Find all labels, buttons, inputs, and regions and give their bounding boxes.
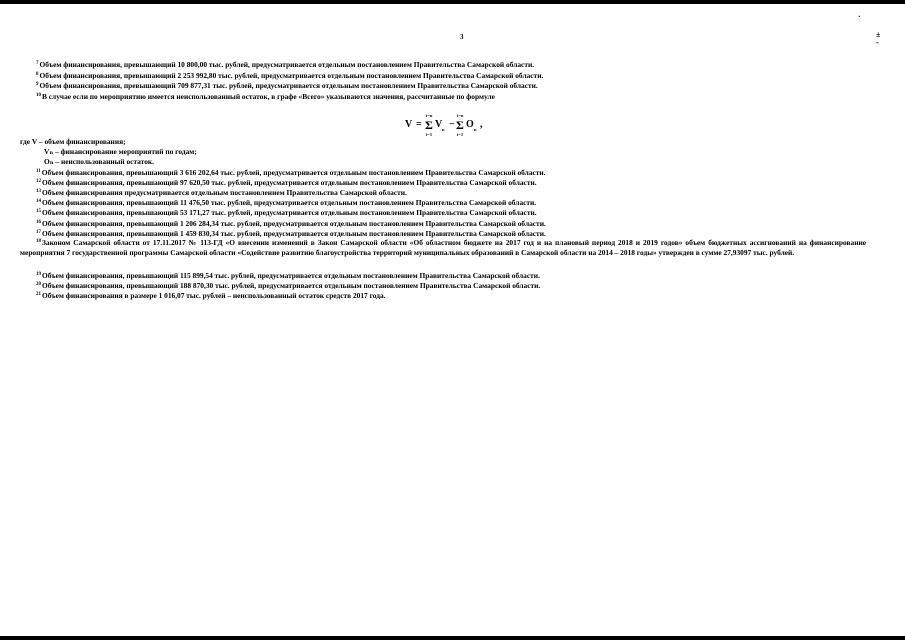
formula: V = i=n Σ i=1 V n − i=n Σ i=1 O n , <box>405 113 483 137</box>
top-border <box>0 0 905 4</box>
footnote-10: $^{10}$В случае если по мероприятию имеется неиспользованный остаток, в графе «Всего» указываются значения, рассчитанные по формуле <box>36 92 495 101</box>
scan-mark: · <box>858 12 861 21</box>
footnote-13: $^{13}$Объем финансирования предусматривается отдельным постановлением Правительства Самарской области. <box>36 188 407 197</box>
footnote-7: $^7$Объем финансирования, превышающий 10 800,00 тыс. рублей, предусматривается отдельным постановлением Правительства Самарской области. <box>36 60 535 69</box>
footnote-8: $^8$Объем финансирования, превышающий 2 253 992,80 тыс. рублей, предусматривается отдельным постановлением Правительства Самарской области. <box>36 71 544 80</box>
page-number: 3 <box>460 33 464 41</box>
footnote-11: $^{11}$Объем финансирования, превышающий 3 616 202,64 тыс. рублей, предусматривается отдельным постановлением Правительства Самарской области. <box>36 168 546 177</box>
footnote-17: $^{17}$Объем финансирования, превышающий 1 459 830,34 тыс. рублей, предусматривается отдельным постановлением Правительства Самарской области. <box>36 229 546 238</box>
bottom-border <box>0 636 905 640</box>
footnote-18: $^{18}$Законом Самарской области от 17.11.2017 № 113-ГД «О внесении изменений в Закон Самарской области «Об областном бюджете на 2017 год и на плановый период 2018 и 2019 годов» объем бюджетных ассигнований на финансирование мероприятия 7 государственной программы Самарской области «Содействие развитию благоустройства территорий муниципальных образований в Самарской области на 2014 – 2018 годы» утвержден в сумме 27,93097 тыс. рублей. <box>20 238 866 257</box>
footnote-16: $^{16}$Объем финансирования, превышающий 1 206 284,34 тыс. рублей, предусматривается отдельным постановлением Правительства Самарской области. <box>36 219 546 228</box>
where-line: где V – объем финансирования; <box>20 137 126 146</box>
where-line: Vₙ – финансирование мероприятий по годам; <box>44 147 197 156</box>
scan-mark: - <box>876 38 879 47</box>
scan-mark: ± <box>876 30 881 39</box>
footnote-9: $^9$Объем финансирования, превышающий 709 877,31 тыс. рублей, предусматривается отдельным постановлением Правительства Самарской области. <box>36 81 538 90</box>
footnote-19: $^{19}$Объем финансирования, превышающий 115 899,54 тыс. рублей, предусматривается отдельным постановлением Правительства Самарской области. <box>36 271 540 280</box>
where-line: Oₙ – неиспользованный остаток. <box>44 157 155 166</box>
footnote-21: $^{21}$Объем финансирования в размере 1 016,07 тыс. рублей – неиспользованный остаток средств 2017 года. <box>36 291 386 300</box>
footnote-15: $^{15}$Объем финансирования, превышающий 53 171,27 тыс. рублей, предусматривается отдельным постановлением Правительства Самарской области. <box>36 208 537 217</box>
footnote-14: $^{14}$Объем финансирования, превышающий 11 476,50 тыс. рублей, предусматривается отдельным постановлением Правительства Самарской области. <box>36 198 537 207</box>
footnote-12: $^{12}$Объем финансирования, превышающий 97 620,50 тыс. рублей, предусматривается отдельным постановлением Правительства Самарской области. <box>36 178 537 187</box>
footnote-20: $^{20}$Объем финансирования, превышающий 188 870,30 тыс. рублей, предусматривается отдельным постановлением Правительства Самарской области. <box>36 281 541 290</box>
